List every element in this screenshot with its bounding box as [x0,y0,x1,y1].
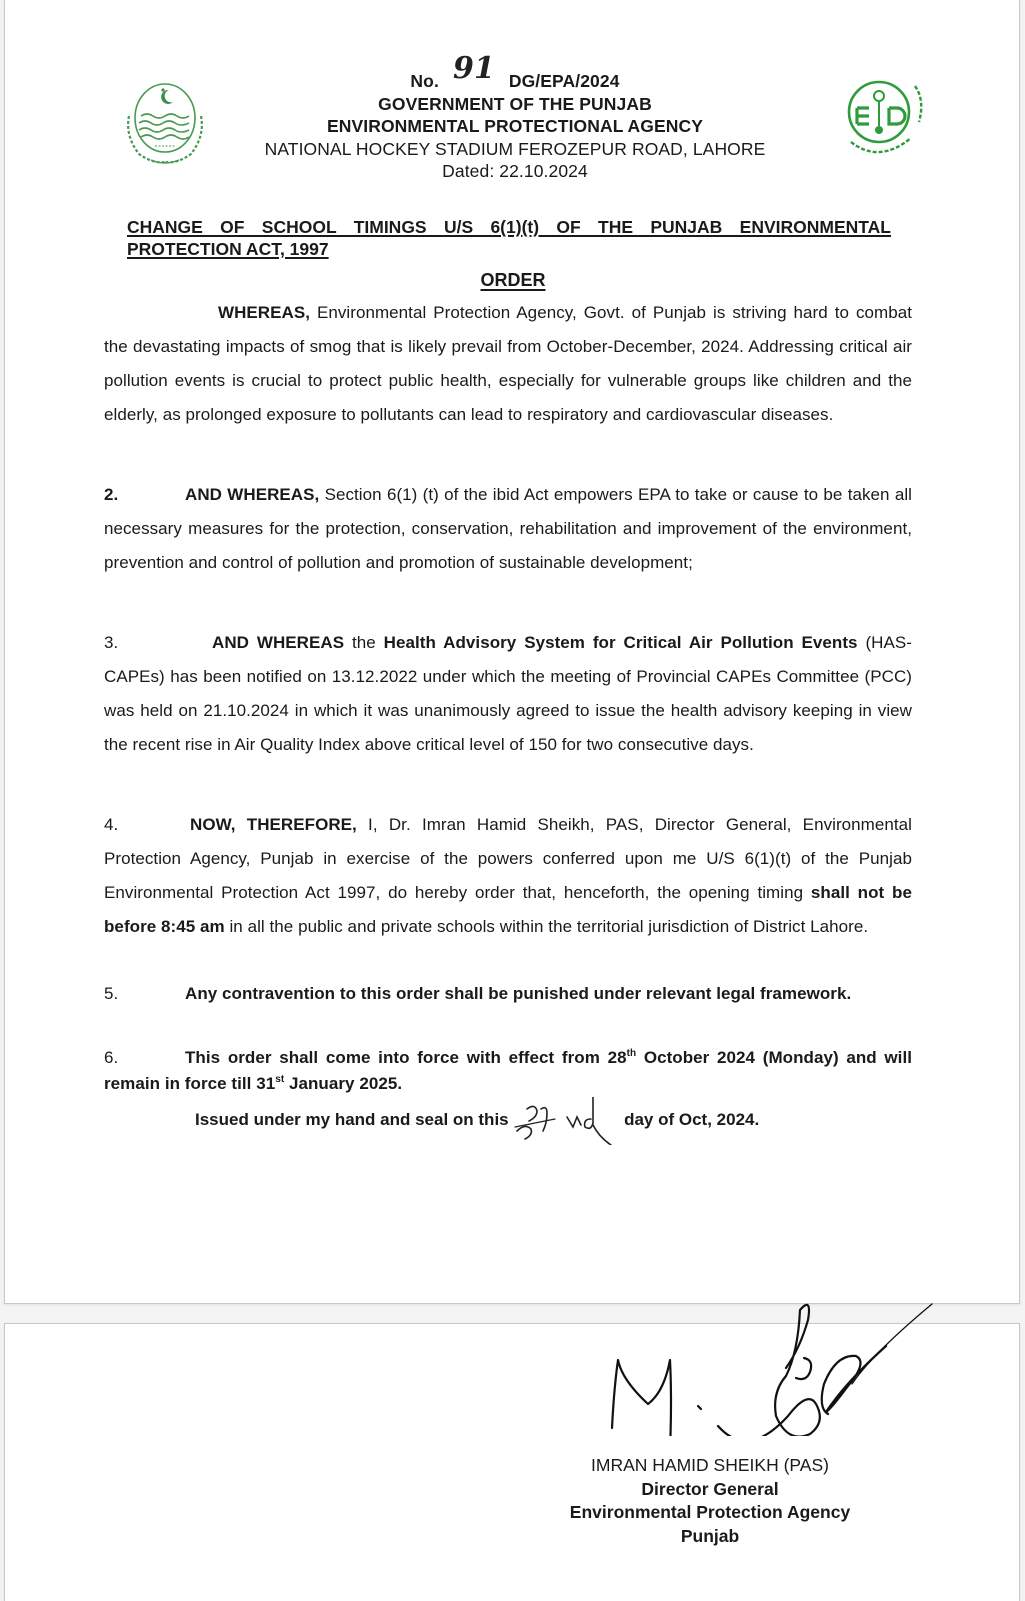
ordinal-suffix: th [626,1048,637,1059]
paragraph-text: Environmental Protection Agency, Govt. of Punjab is striving hard to combat the devastating impacts of smog that is likely prevail from October-December, 2024. Addressing critical air pollution events is crucial to protect public health, especially for vulnerable groups like children and the elderly, as prolonged exposure to pollutants can lead to respiratory and cardiovascular diseases. [104,303,912,424]
order-page [4,0,1020,1304]
paragraph-number: 6. [104,1048,119,1067]
handwritten-ref-number: 91 [453,51,495,86]
paragraph-text: in all the public and private schools within the territorial jurisdiction of District Lahore. [224,917,869,936]
paragraph-lead: AND WHEREAS [212,633,345,652]
order-heading: ORDER [480,270,546,290]
paragraph-lead: AND WHEREAS, [185,485,320,504]
signature-icon [590,1296,950,1436]
paragraph-text: Any contravention to this order shall be punished under relevant legal framework. [185,984,852,1003]
paragraph-4 [104,808,912,944]
government-name: GOVERNMENT OF THE PUNJAB [378,93,652,114]
signatory-name: IMRAN HAMID SHEIKH (PAS) [591,1455,829,1475]
paragraph-5 [104,981,912,1007]
punjab-government-emblem-icon [121,76,209,168]
paragraph-1 [104,296,912,432]
issued-line [195,1110,759,1130]
has-capes-phrase: Health Advisory System for Critical Air Pollution Events [383,633,858,652]
paragraph-text: October 2024 (Monday) and will remain in force till 31 [104,1048,913,1093]
issued-text: day of Oct, 2024. [624,1110,760,1129]
paragraph-lead: NOW, THEREFORE, [190,815,357,834]
agency-name: ENVIRONMENTAL PROTECTIONAL AGENCY [326,116,703,136]
paragraph-text: the [344,633,384,652]
signatory-block [540,1454,880,1548]
paragraph-2 [104,478,912,580]
order-subject: CHANGE OF SCHOOL TIMINGS U/S 6(1)(t) OF THE PUNJAB ENVIRONMENTAL PROTECTION ACT, 1997 [127,217,891,259]
paragraph-text: (HAS-CAPEs) has been notified on 13.12.2022 under which the meeting of Provincial CAPEs Committee (PCC) was held on 21.10.2024 in which it was unanimously agreed to issue the health advisory keeping in view the recent rise in Air Quality Index above critical level of 150 for two consecutive days. [104,633,912,754]
paragraph-text: This order shall come into force with effect from 28 [185,1048,627,1067]
ref-prefix: No. [410,71,439,91]
timing-phrase: shall not be before 8:45 am [104,883,912,936]
issued-text: Issued under my hand and seal on this [195,1110,509,1129]
handwritten-day-ink-icon [513,1097,623,1145]
paragraph-text: Section 6(1) (t) of the ibid Act empowers EPA to take or cause to be taken all necessary measures for the protection, conservation, rehabilitation and improvement of the environment, prevention and control of pollution and promotion of sustainable development; [104,485,912,572]
paragraph-number: 2. [104,485,119,504]
paragraph-6 [104,1045,912,1097]
ref-suffix: DG/EPA/2024 [508,71,620,91]
paragraph-text: I, Dr. Imran Hamid Sheikh, PAS, Director General, Environmental Protection Agency, Punjab in exercise of the powers conferred upon me U/S 6(1)(t) of the Punjab Environmental Protection Act 1997, do hereby order that, henceforth, the opening timing [104,815,912,902]
agency-address: NATIONAL HOCKEY STADIUM FEROZEPUR ROAD, LAHORE [264,138,766,159]
paragraph-text: January 2025. [284,1074,403,1093]
reference-number [205,51,825,93]
signatory-province: Punjab [680,1525,740,1546]
letterhead [205,51,825,183]
paragraph-number: 3. [104,633,119,652]
paragraph-3 [104,626,912,762]
signatory-organization: Environmental Protection Agency [569,1502,851,1522]
epa-logo-icon [831,72,935,168]
ordinal-suffix: st [275,1074,285,1085]
signatory-designation: Director General [641,1478,779,1499]
paragraph-number: 4. [104,815,119,834]
paragraph-lead: WHEREAS, [218,303,311,322]
paragraph-number: 5. [104,984,119,1003]
order-date: Dated: 22.10.2024 [442,161,588,181]
